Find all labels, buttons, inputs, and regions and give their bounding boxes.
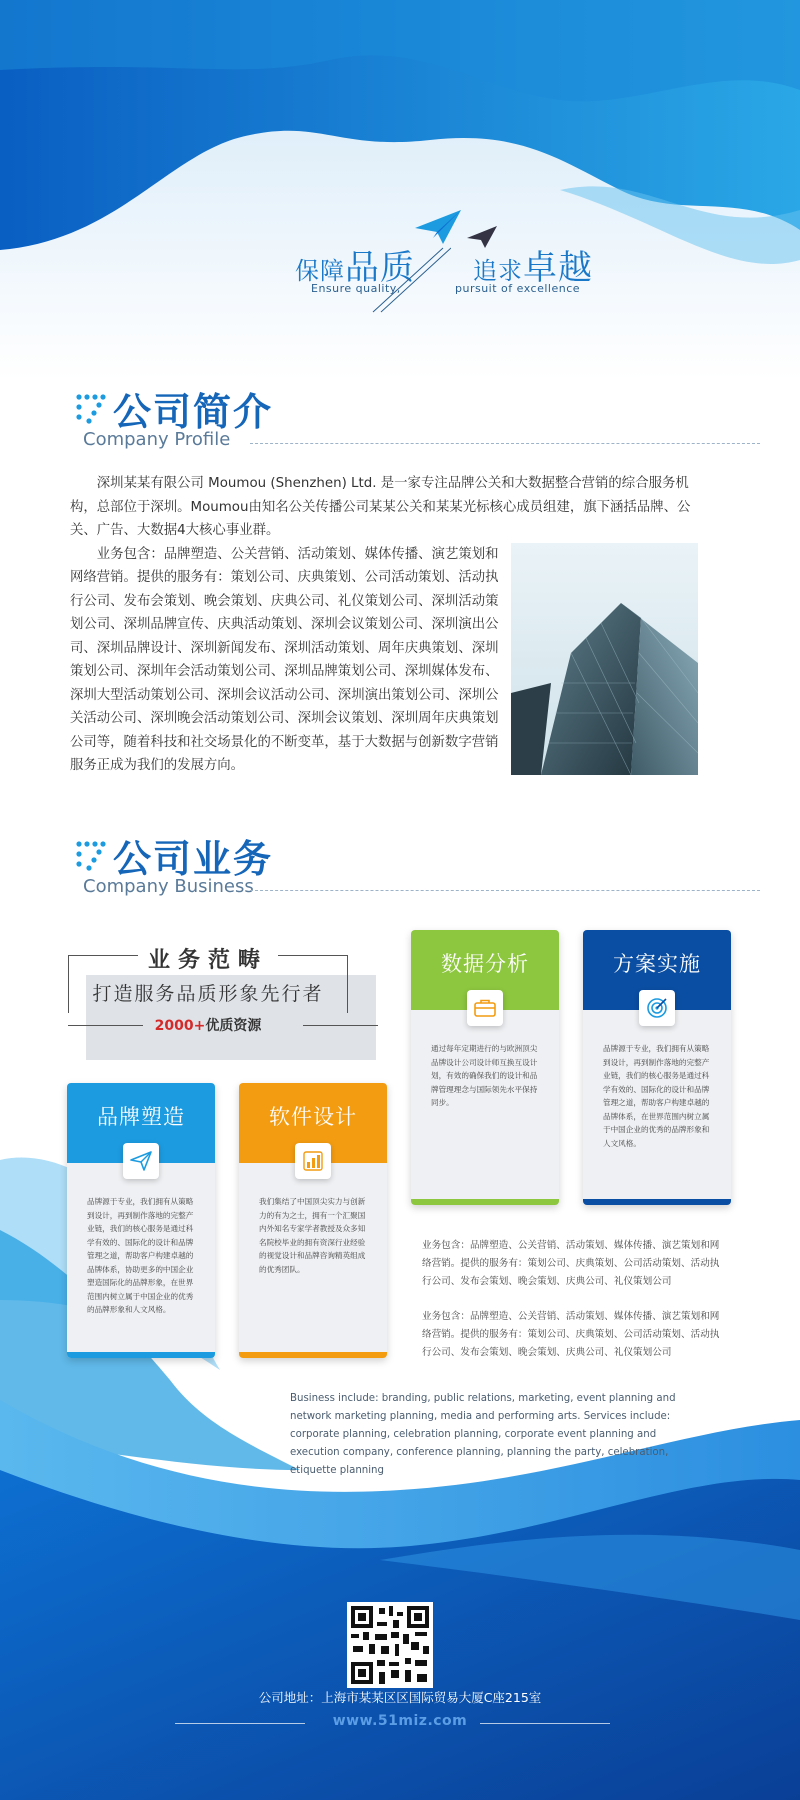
business-more-1: 业务包含：品牌塑造、公关营销、活动策划、媒体传播、演艺策划和网络营销。提供的服务有：策划公司、庆典策划、公司活动策划、活动执行公司、发布会策划、晚会策划、庆典公司、礼仪策划公司 bbox=[422, 1240, 720, 1287]
business-scope bbox=[68, 948, 348, 1060]
business-title-en: Company Business bbox=[83, 876, 254, 897]
card-software-design[interactable] bbox=[239, 1083, 387, 1358]
section-title-business bbox=[75, 832, 695, 902]
section-title-profile bbox=[75, 385, 695, 455]
business-more-text bbox=[422, 1237, 722, 1379]
business-more-2: 业务包含：品牌塑造、公关营销、活动策划、媒体传播、演艺策划和网络营销。提供的服务有：策划公司、庆典策划、公司活动策划、活动执行公司、发布会策划、晚会策划、庆典公司、礼仪策划公司 bbox=[422, 1311, 720, 1358]
building-image bbox=[511, 543, 698, 775]
paper-plane-dark-icon bbox=[467, 226, 497, 248]
card-title: 品牌塑造 bbox=[97, 1105, 185, 1129]
slogan-divider-lines bbox=[371, 240, 451, 320]
slogan bbox=[285, 240, 605, 320]
card-brand-building[interactable] bbox=[67, 1083, 215, 1358]
qr-code[interactable] bbox=[347, 1602, 433, 1688]
profile-title-en: Company Profile bbox=[83, 429, 231, 450]
paper-plane-icon bbox=[123, 1143, 159, 1179]
dots-icon bbox=[75, 840, 109, 874]
card-title: 方案实施 bbox=[613, 952, 701, 976]
briefcase-icon bbox=[467, 990, 503, 1026]
profile-title-zh: 公司简介 bbox=[113, 390, 274, 434]
target-icon bbox=[639, 990, 675, 1026]
card-bottom-bar bbox=[583, 1199, 731, 1205]
website-link[interactable]: www.51miz.com bbox=[332, 1713, 468, 1729]
divider bbox=[250, 890, 760, 891]
paper-plane-blue-icon bbox=[415, 210, 461, 244]
card-text: 品牌源于专业，我们拥有从策略到设计，再到制作落地的完整产业链，我们的核心服务是通过科学有效的、国际化的设计和品牌管理之道，帮助客户构建卓越的品牌体系，在世界范围内树立属于中国企业的优秀的品牌形象和人文风格。 bbox=[603, 1044, 710, 1148]
card-bottom-bar bbox=[67, 1352, 215, 1358]
business-title-zh: 公司业务 bbox=[113, 837, 274, 881]
card-text: 通过每年定期进行的与欧洲顶尖品牌设计公司设计师互换互设计划，有效的确保我们的设计和品牌管理理念与国际领先水平保持同步。 bbox=[431, 1044, 538, 1107]
business-english-description: Business include: branding, public relations, marketing, event planning and network marketing planning, media and performing arts. Services include: corporate planning, celebration planning, corporate event planning and execution company, conference planning, planning the party, celebration, etiquette planning bbox=[290, 1393, 676, 1476]
scope-subtitle: 打造服务品质形象先行者 bbox=[92, 983, 324, 1005]
slogan-english-1: Ensure quality, bbox=[311, 282, 401, 295]
slogan-english-2: pursuit of excellence bbox=[455, 282, 581, 295]
bar-chart-icon bbox=[295, 1143, 331, 1179]
card-bottom-bar bbox=[411, 1199, 559, 1205]
card-text: 品牌源于专业，我们拥有从策略到设计，再到制作落地的完整产业链，我们的核心服务是通过科学有效的、国际化的设计和品牌管理之道，帮助客户构建卓越的品牌体系，协助更多的中国企业塑造国际化的品牌形象，在世界范围内树立属于中国企业的优秀的品牌形象和人文风格。 bbox=[87, 1197, 194, 1314]
card-title: 数据分析 bbox=[441, 952, 529, 976]
slogan-chinese: 保障品质 追求卓越 bbox=[295, 248, 593, 288]
card-title: 软件设计 bbox=[269, 1105, 357, 1129]
scope-resources: 2000+优质资源 bbox=[154, 1018, 262, 1034]
scope-title: 业务范畴 bbox=[68, 943, 348, 974]
dots-icon bbox=[75, 393, 109, 427]
card-data-analysis[interactable] bbox=[411, 930, 559, 1205]
profile-paragraph-1: 深圳某某有限公司 Moumou (Shenzhen) Ltd. 是一家专注品牌公关和大数据整合营销的综合服务机构，总部位于深圳。Moumou由知名公关传播公司某某公关和某某光标核心成员组建，旗下涵括品牌、公关、广告、大数据4大核心事业群。 bbox=[70, 476, 691, 538]
divider bbox=[250, 443, 760, 444]
profile-paragraph-2: 业务包含：品牌塑造、公关营销、活动策划、媒体传播、演艺策划和网络营销。提供的服务有：策划公司、庆典策划、公司活动策划、活动执行公司、发布会策划、晚会策划、庆典公司、礼仪策划公司、深圳活动策划公司、深圳品牌宣传、庆典活动策划、深圳会议策划公司、深圳演出公司、深圳品牌设计、深圳新闻发布、深圳活动策划、周年庆典策划、深圳策划公司、深圳年会活动策划公司、深圳品牌策划公司、深圳媒体发布、深圳大型活动策划公司、深圳会议活动公司、深圳演出策划公司、深圳公关活动公司、深圳晚会活动策划公司、深圳会议策划、深圳周年庆典策划公司等，随着科技和社交场景化的不断变革，基于大数据与创新数字营销服务正成为我们的发展方向。 bbox=[70, 546, 499, 773]
card-plan-implementation[interactable] bbox=[583, 930, 731, 1205]
company-address: 公司地址：上海市某某区区国际贸易大厦C座215室 bbox=[258, 1690, 542, 1705]
card-bottom-bar bbox=[239, 1352, 387, 1358]
card-text: 我们集结了中国顶尖实力与创新力的有为之士，拥有一个汇聚国内外知名专家学者教授及众多知名院校毕业的拥有资深行业经验的视觉设计和品牌咨询精英组成的优秀团队。 bbox=[259, 1197, 366, 1274]
